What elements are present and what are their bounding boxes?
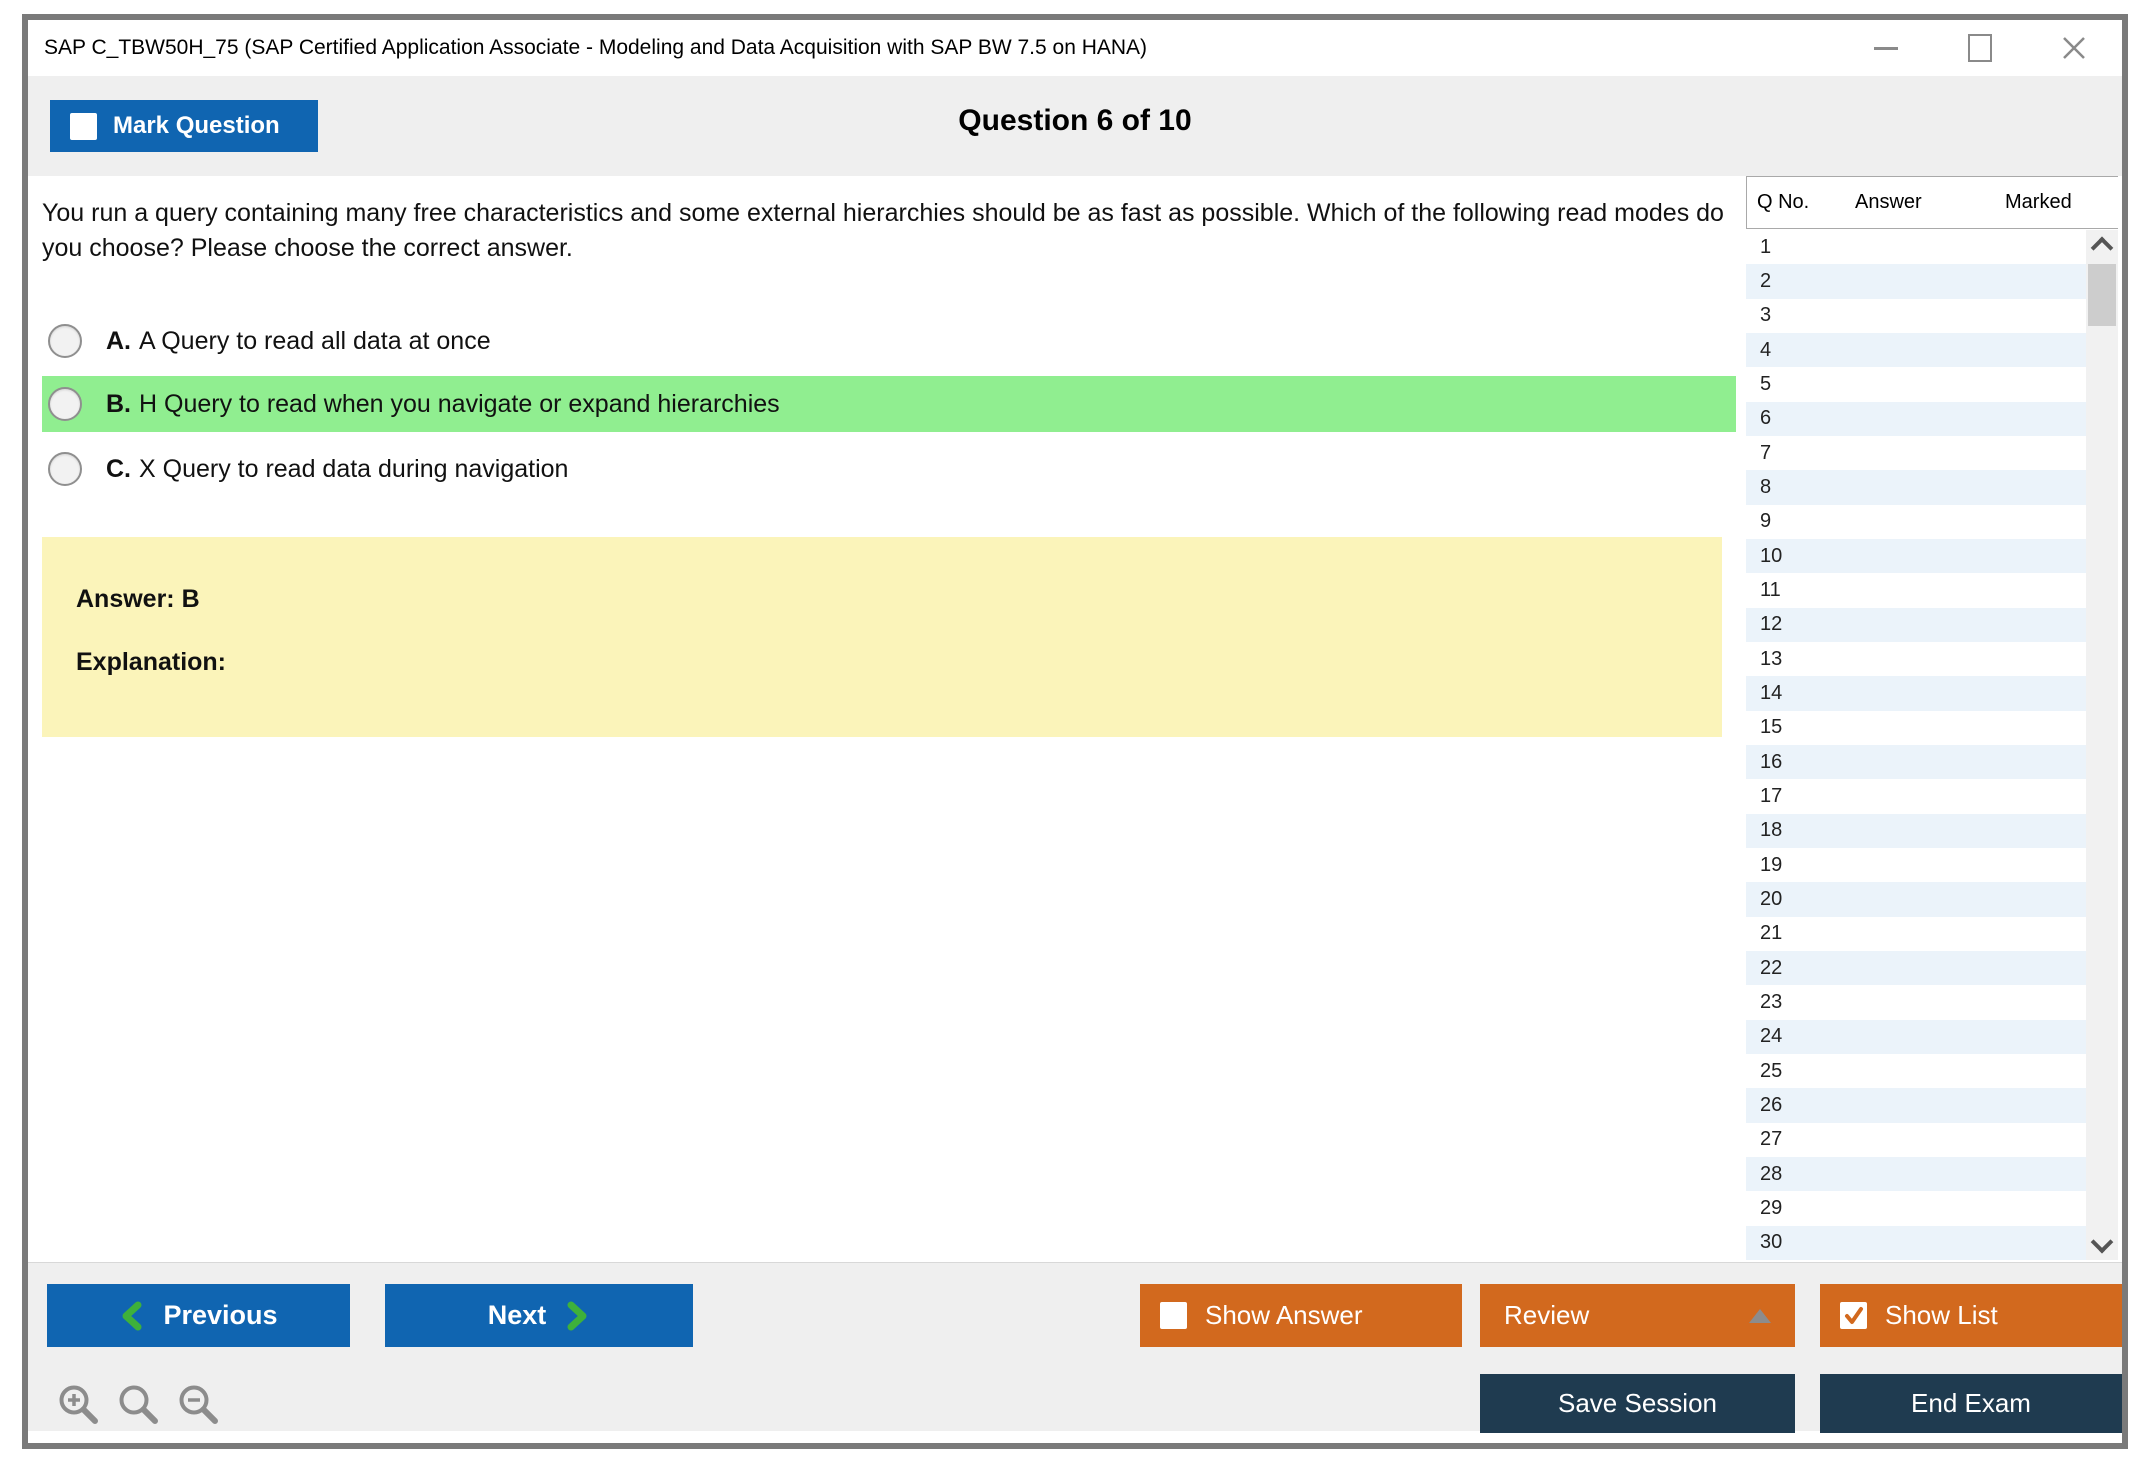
option-c-radio[interactable] [48,452,82,486]
question-list-row[interactable] [1746,642,2086,676]
option-b-letter: B. [106,389,131,418]
question-list-row[interactable] [1746,264,2086,298]
question-list-row[interactable] [1746,573,2086,607]
question-list-scrollbar[interactable] [2086,230,2118,1260]
header [28,76,2122,176]
question-list-row[interactable] [1746,470,2086,504]
close-icon [2060,34,2088,62]
question-list [1746,230,2086,1260]
scrollbar-thumb[interactable] [2088,264,2116,326]
question-list-row[interactable] [1746,608,2086,642]
show-answer-button[interactable] [1140,1284,1462,1347]
scroll-up-button[interactable] [2086,230,2118,260]
question-number: 20 [1760,887,1783,910]
option-b-label [106,390,780,419]
minimize-icon [1874,47,1898,50]
question-list-row[interactable] [1746,333,2086,367]
question-list-row[interactable] [1746,779,2086,813]
show-answer-label: Show Answer [1205,1300,1363,1330]
option-b-radio[interactable] [48,387,82,421]
question-list-row[interactable] [1746,882,2086,916]
maximize-button[interactable] [1962,30,1998,66]
question-list-row[interactable] [1746,436,2086,470]
question-number: 24 [1760,1025,1783,1048]
question-number: 9 [1760,510,1772,533]
question-list-row[interactable] [1746,1088,2086,1122]
question-list-row[interactable] [1746,848,2086,882]
title-bar[interactable] [28,20,2122,76]
question-number: 7 [1760,441,1772,464]
question-number: 5 [1760,372,1772,395]
question-number: 19 [1760,853,1783,876]
option-b[interactable] [42,376,1736,432]
question-number: 23 [1760,990,1783,1013]
question-number: 6 [1760,407,1772,430]
question-number: 21 [1760,922,1783,945]
chevron-down-icon [2091,1231,2114,1254]
review-button[interactable] [1480,1284,1795,1347]
question-number: 14 [1760,681,1783,704]
question-list-row[interactable] [1746,676,2086,710]
previous-label: Previous [163,1300,278,1330]
question-list-row[interactable] [1746,711,2086,745]
question-number: 28 [1760,1162,1783,1185]
maximize-icon [1968,34,1992,62]
zoom-reset-icon[interactable] [115,1381,161,1427]
minimize-button[interactable] [1868,30,1904,66]
question-number: 22 [1760,956,1783,979]
show-list-button[interactable] [1820,1284,2122,1347]
save-session-button[interactable] [1480,1374,1795,1433]
question-list-row[interactable] [1746,1020,2086,1054]
question-number: 16 [1760,750,1783,773]
scroll-down-button[interactable] [2086,1230,2118,1260]
app-window [22,14,2128,1449]
question-number: 29 [1760,1196,1783,1219]
question-number: 30 [1760,1231,1783,1254]
question-list-header [1746,176,2118,229]
zoom-out-icon[interactable] [175,1381,221,1427]
next-button[interactable] [385,1284,693,1347]
option-c-text: X Query to read data during navigation [139,454,569,483]
question-number: 11 [1760,578,1781,601]
question-list-row[interactable] [1746,951,2086,985]
question-number: 17 [1760,784,1783,807]
window-title: SAP C_TBW50H_75 (SAP Certified Application Associate - Modeling and Data Acquisition with SAP BW 7.5 on HANA) [44,36,1148,59]
question-number: 2 [1760,269,1772,292]
question-number: 15 [1760,716,1783,739]
option-a-text: A Query to read all data at once [139,326,491,355]
option-a-label [106,327,491,356]
question-number: 26 [1760,1093,1783,1116]
mark-question-label: Mark Question [113,112,280,139]
window-controls [1868,20,2092,76]
question-list-row[interactable] [1746,402,2086,436]
next-label: Next [487,1300,547,1330]
column-header-answer: Answer [1855,191,1922,213]
show-answer-checkbox-icon[interactable] [1160,1302,1187,1329]
option-c-letter: C. [106,454,131,483]
end-exam-button[interactable] [1820,1374,2122,1433]
question-list-row[interactable] [1746,505,2086,539]
question-number: 8 [1760,475,1772,498]
explanation-label: Explanation: [76,648,227,676]
question-number: 13 [1760,647,1783,670]
question-number: 10 [1760,544,1783,567]
chevron-right-icon [566,1300,590,1332]
footer-bar [28,1262,2122,1431]
question-list-row[interactable] [1746,1226,2086,1260]
question-list-row[interactable] [1746,985,2086,1019]
question-list-row[interactable] [1746,917,2086,951]
question-list-row[interactable] [1746,745,2086,779]
question-text: You run a query containing many free characteristics and some external hierarchies should be as fast as possible. Which of the following read modes do you choose? Please choose the correct answer. [42,199,1724,262]
option-a-radio[interactable] [48,324,82,358]
previous-button[interactable] [47,1284,350,1347]
question-list-row[interactable] [1746,814,2086,848]
option-a-letter: A. [106,326,131,355]
question-number: 1 [1760,235,1772,258]
question-number: 4 [1760,338,1772,361]
chevron-left-icon [119,1300,143,1332]
question-list-row[interactable] [1746,1123,2086,1157]
question-list-row[interactable] [1746,299,2086,333]
end-exam-label: End Exam [1911,1388,2031,1418]
question-counter: Question 6 of 10 [958,104,1192,137]
column-header-qno: Q No. [1757,191,1810,213]
question-number: 18 [1760,819,1783,842]
chevron-up-icon [2091,237,2114,260]
question-list-row[interactable] [1746,1191,2086,1225]
option-c-label [106,455,568,484]
question-list-panel [1746,176,2118,1260]
option-a[interactable] [42,316,1736,366]
review-label: Review [1504,1300,1590,1330]
save-session-label: Save Session [1558,1388,1717,1418]
question-list-row[interactable] [1746,1157,2086,1191]
zoom-in-icon[interactable] [55,1381,101,1427]
triangle-up-icon [1749,1309,1771,1323]
option-c[interactable] [42,444,1736,494]
question-number: 25 [1760,1059,1783,1082]
question-list-row[interactable] [1746,539,2086,573]
column-header-marked: Marked [2005,191,2072,213]
close-button[interactable] [2056,30,2092,66]
question-list-row[interactable] [1746,367,2086,401]
zoom-controls [55,1381,221,1427]
question-number: 27 [1760,1128,1783,1151]
option-b-text: H Query to read when you navigate or expand hierarchies [139,389,780,418]
check-icon [1843,1305,1865,1327]
answer-label: Answer: B [76,585,200,613]
show-list-checkbox-icon[interactable] [1840,1302,1867,1329]
show-list-label: Show List [1885,1300,1998,1330]
question-list-row[interactable] [1746,230,2086,264]
question-list-row[interactable] [1746,1054,2086,1088]
question-number: 12 [1760,613,1783,636]
question-number: 3 [1760,304,1772,327]
answer-panel [42,537,1722,737]
